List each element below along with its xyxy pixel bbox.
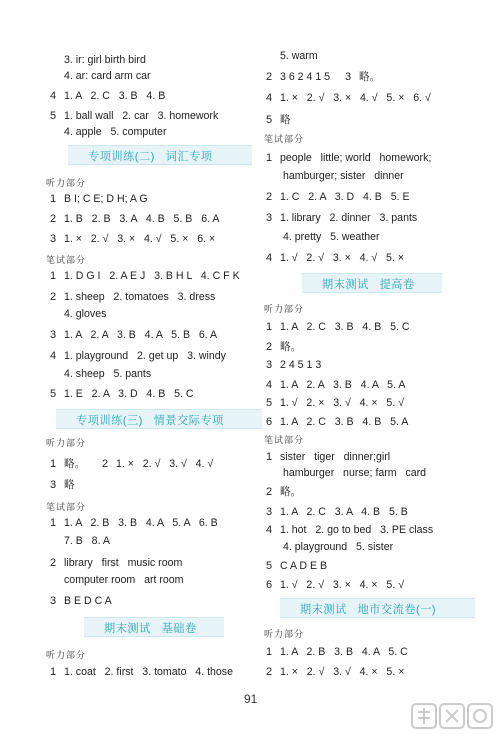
answer-line: B I; C E; D H; A G xyxy=(64,193,148,205)
answer-line: 1. B 2. B 3. A 4. B 5. B 6. A xyxy=(64,213,220,225)
answer-line: 2 4 5 1 3 xyxy=(280,359,322,371)
answer-line: 略。 xyxy=(280,486,302,498)
question-number: 2 xyxy=(266,666,273,678)
question-number: 2 xyxy=(266,191,273,203)
answer-line: 5. warm xyxy=(280,50,318,62)
answer-line: 1. A 2. C 3. B 4. B 5. C xyxy=(280,321,410,333)
answer-line: B E D C A xyxy=(64,595,112,607)
answer-line: 1. × 2. √ 3. √ 4. √ xyxy=(116,458,214,470)
question-number: 5 xyxy=(50,110,57,122)
answer-line: 略 xyxy=(280,114,291,126)
question-number: 3 xyxy=(345,71,352,83)
answer-line: 4. apple 5. computer xyxy=(64,126,167,138)
question-number: 1 xyxy=(50,517,57,529)
section-title: 专项训练(三) 情景交际专项 xyxy=(76,415,224,427)
section-title: 期末测试 基础卷 xyxy=(104,623,197,635)
question-number: 5 xyxy=(50,388,57,400)
answer-line: hamburger nurse; farm card xyxy=(283,467,427,479)
question-number: 1 xyxy=(50,458,57,470)
watermark-logo-icon xyxy=(410,702,494,732)
question-number: 2 xyxy=(266,341,273,353)
question-number: 1 xyxy=(266,152,273,164)
section-title: 期末测试 地市交流卷(一) xyxy=(300,604,437,616)
answer-line: 1. A 2. C 3. B 4. B xyxy=(64,90,166,102)
answer-line: 1. ball wall 2. car 3. homework xyxy=(64,110,219,122)
answer-line: 略。 xyxy=(280,341,302,353)
answer-line: computer room art room xyxy=(64,574,184,586)
answer-line: 4. gloves xyxy=(64,308,107,320)
part-label: 笔试部分 xyxy=(264,435,305,445)
page-number: 91 xyxy=(244,692,258,706)
part-label: 听力部分 xyxy=(46,178,87,188)
question-number: 4 xyxy=(266,524,273,536)
answer-line: 4. ar: card arm car xyxy=(64,70,151,82)
answer-line: 略。 xyxy=(359,71,381,83)
question-number: 4 xyxy=(50,90,57,102)
answer-line: C A D E B xyxy=(280,560,328,572)
answer-line: sister tiger dinner;girl xyxy=(280,451,391,463)
part-label: 笔试部分 xyxy=(46,255,87,265)
question-number: 2 xyxy=(266,71,273,83)
part-label: 听力部分 xyxy=(46,438,87,448)
question-number: 2 xyxy=(102,458,109,470)
part-label: 笔试部分 xyxy=(264,134,305,144)
answer-line: 略 xyxy=(64,479,75,491)
answer-line: 1. A 2. C 3. B 4. B 5. A xyxy=(280,416,409,428)
answer-line: 1. D G I 2. A E J 3. B H L 4. C F K xyxy=(64,270,240,282)
section-title: 专项训练(二) 词汇专项 xyxy=(88,151,213,163)
question-number: 1 xyxy=(266,321,273,333)
question-number: 1 xyxy=(50,666,57,678)
answer-line: 略。 xyxy=(64,458,86,470)
answer-line: 1. playground 2. get up 3. windy xyxy=(64,350,226,362)
question-number: 2 xyxy=(50,291,57,303)
answer-line: 1. × 2. √ 3. × 4. √ 5. × 6. × xyxy=(64,233,216,245)
part-label: 听力部分 xyxy=(264,629,305,639)
answer-line: 7. B 8. A xyxy=(64,535,110,547)
question-number: 3 xyxy=(266,212,273,224)
answer-line: 1. √ 2. × 3. √ 4. × 5. √ xyxy=(280,397,405,409)
section-title: 期末测试 提高卷 xyxy=(322,279,415,291)
question-number: 2 xyxy=(266,486,273,498)
question-number: 3 xyxy=(50,595,57,607)
part-label: 笔试部分 xyxy=(46,502,87,512)
question-number: 4 xyxy=(266,92,273,104)
right-column xyxy=(250,0,500,734)
answer-line: 1. A 2. B 3. B 4. A 5. C xyxy=(280,646,408,658)
question-number: 5 xyxy=(266,560,273,572)
answer-line: 1. E 2. A 3. D 4. B 5. C xyxy=(64,388,194,400)
answer-line: hamburger; sister dinner xyxy=(283,170,404,182)
answer-line: 4. sheep 5. pants xyxy=(64,368,152,380)
question-number: 3 xyxy=(266,506,273,518)
answer-line: 1. library 2. dinner 3. pants xyxy=(280,212,418,224)
question-number: 3 xyxy=(50,479,57,491)
answer-line: 1. coat 2. first 3. tomato 4. those xyxy=(64,666,233,678)
question-number: 1 xyxy=(266,646,273,658)
answer-line: 3 6 2 4 1 5 xyxy=(280,71,331,83)
answer-line: people little; world homework; xyxy=(280,152,432,164)
question-number: 4 xyxy=(50,350,57,362)
answer-line: 1. × 2. √ 3. × 4. √ 5. × 6. √ xyxy=(280,92,431,104)
answer-line: 3. ir: girl birth bird xyxy=(64,54,146,66)
question-number: 2 xyxy=(50,213,57,225)
part-label: 听力部分 xyxy=(46,650,87,660)
answer-line: 1. A 2. A 3. B 4. A 5. A xyxy=(280,379,406,391)
answer-line: 1. A 2. C 3. A 4. B 5. B xyxy=(280,506,408,518)
question-number: 6 xyxy=(266,416,273,428)
question-number: 3 xyxy=(266,359,273,371)
answer-line: 1. C 2. A 3. D 4. B 5. E xyxy=(280,191,410,203)
question-number: 5 xyxy=(266,114,273,126)
answer-line: 4. playground 5. sister xyxy=(283,541,394,553)
answer-line: library first music room xyxy=(64,557,183,569)
answer-line: 1. A 2. A 3. B 4. A 5. B 6. A xyxy=(64,329,218,341)
answer-line: 1. × 2. √ 3. √ 4. × 5. × xyxy=(280,666,405,678)
part-label: 听力部分 xyxy=(264,304,305,314)
question-number: 1 xyxy=(50,193,57,205)
question-number: 5 xyxy=(266,397,273,409)
question-number: 2 xyxy=(50,557,57,569)
question-number: 3 xyxy=(50,329,57,341)
question-number: 6 xyxy=(266,579,273,591)
answer-line: 1. sheep 2. tomatoes 3. dress xyxy=(64,291,216,303)
question-number: 4 xyxy=(266,379,273,391)
answer-line: 4. pretty 5. weather xyxy=(283,231,380,243)
question-number: 1 xyxy=(266,451,273,463)
question-number: 1 xyxy=(50,270,57,282)
answer-line: 1. A 2. B 3. B 4. A 5. A 6. B xyxy=(64,517,218,529)
question-number: 4 xyxy=(266,252,273,264)
answer-line: 1. √ 2. √ 3. × 4. × 5. √ xyxy=(280,579,405,591)
answer-line: 1. √ 2. √ 3. × 4. √ 5. × xyxy=(280,252,405,264)
answer-line: 1. hot 2. go to bed 3. PE class xyxy=(280,524,434,536)
question-number: 3 xyxy=(50,233,57,245)
